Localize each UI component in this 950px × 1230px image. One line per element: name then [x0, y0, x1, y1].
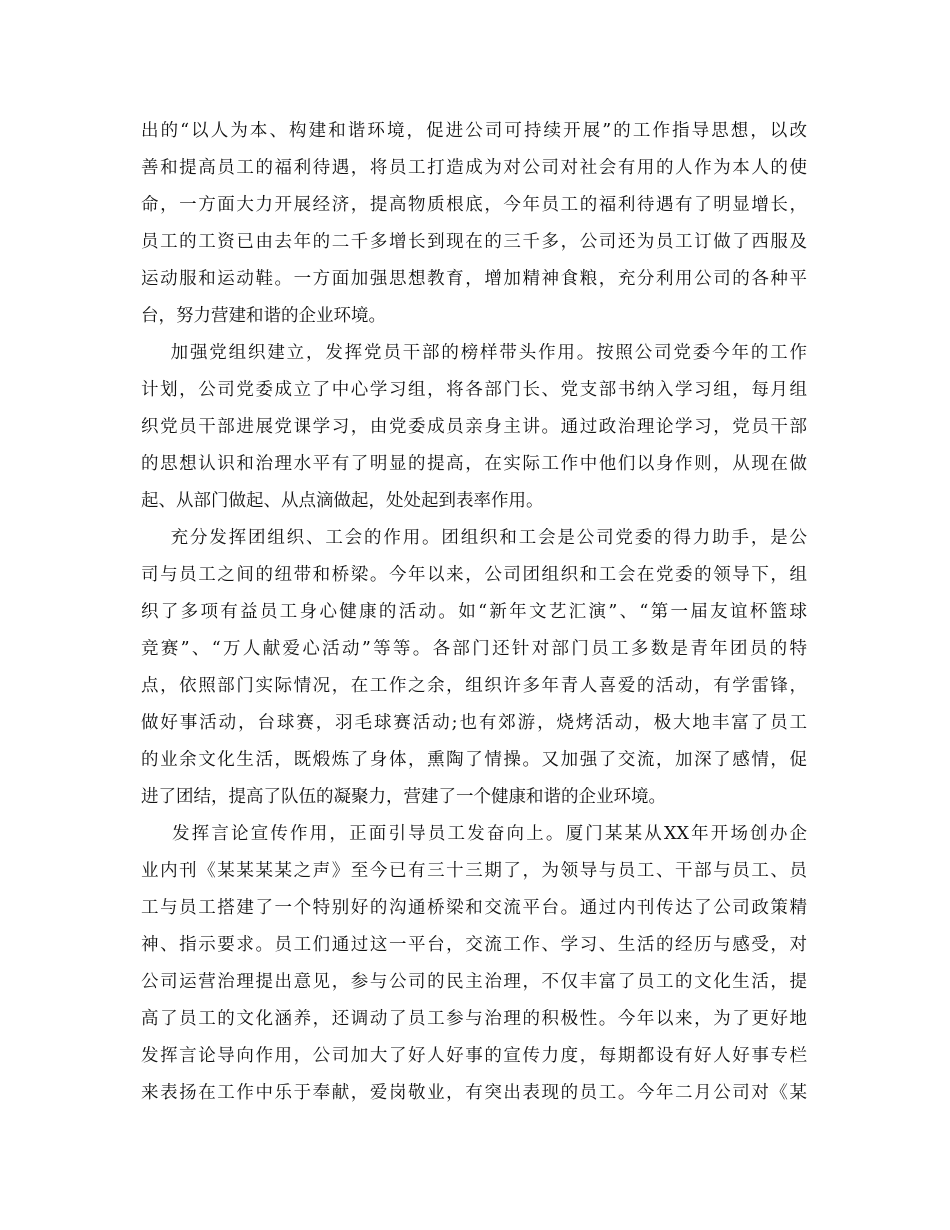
text-line: 公司运营治理提出意见，参与公司的民主治理，不仅丰富了员工的文化生活，提: [141, 972, 807, 992]
document-body: [141, 113, 807, 1112]
text-line: 出的“以人为本、构建和谐环境，促进公司可持续开展”的工作指导思想，以改: [141, 121, 807, 141]
text-line: 司与员工之间的纽带和桥梁。今年以来，公司团组织和工会在党委的领导下，组: [141, 565, 807, 585]
text-line: 做好事活动，台球赛，羽毛球赛活动;也有郊游，烧烤活动，极大地丰富了员工: [141, 713, 807, 733]
text-line: 运动服和运动鞋。一方面加强思想教育，增加精神食粮，充分利用公司的各种平: [141, 269, 807, 289]
text-line: 起、从部门做起、从点滴做起，处处起到表率作用。: [141, 491, 544, 511]
text-line: 命，一方面大力开展经济，提高物质根底，今年员工的福利待遇有了明显增长，: [141, 195, 807, 215]
text-line: 高了员工的文化涵养，还调动了员工参与治理的积极性。今年以来，为了更好地: [141, 1009, 807, 1029]
text-line: 发挥言论导向作用，公司加大了好人好事的宣传力度，每期都设有好人好事专栏: [141, 1046, 807, 1066]
text-line: 充分发挥团组织、工会的作用。团组织和工会是公司党委的得力助手，是公: [141, 528, 807, 548]
text-line: 的思想认识和治理水平有了明显的提高，在实际工作中他们以身作则，从现在做: [141, 454, 807, 474]
text-line: 织了多项有益员工身心健康的活动。如“新年文艺汇演”、“第一届友谊杯篮球: [141, 602, 807, 622]
text-line: 点，依照部门实际情况，在工作之余，组织许多年青人喜爱的活动，有学雷锋，: [141, 676, 807, 696]
text-line: 业内刊《某某某某之声》至今已有三十三期了，为领导与员工、干部与员工、员: [141, 861, 807, 881]
text-line: 来表扬在工作中乐于奉献，爱岗敬业，有突出表现的员工。今年二月公司对《某: [141, 1083, 807, 1103]
text-line: 善和提高员工的福利待遇，将员工打造成为对公司对社会有用的人作为本人的使: [141, 158, 807, 178]
text-line: 织党员干部进展党课学习，由党委成员亲身主讲。通过政治理论学习，党员干部: [141, 417, 807, 437]
text-line: 加强党组织建立，发挥党员干部的榜样带头作用。按照公司党委今年的工作: [141, 343, 807, 363]
text-line: 计划，公司党委成立了中心学习组，将各部门长、党支部书纳入学习组，每月组: [141, 380, 807, 400]
text-line: 员工的工资已由去年的二千多增长到现在的三千多，公司还为员工订做了西服及: [141, 232, 807, 252]
text-line: 神、指示要求。员工们通过这一平台，交流工作、学习、生活的经历与感受，对: [141, 935, 807, 955]
text-line: 发挥言论宣传作用，正面引导员工发奋向上。厦门某某从XX年开场创办企: [141, 824, 807, 844]
text-line: 竞赛”、“万人献爱心活动”等等。各部门还针对部门员工多数是青年团员的特: [141, 639, 807, 659]
text-line: 的业余文化生活，既煅炼了身体，熏陶了情操。又加强了交流，加深了感情，促: [141, 750, 807, 770]
text-line: 台，努力营建和谐的企业环境。: [141, 306, 386, 326]
text-line: 进了团结，提高了队伍的凝聚力，营建了一个健康和谐的企业环境。: [141, 787, 666, 807]
text-line: 工与员工搭建了一个特别好的沟通桥梁和交流平台。通过内刊传达了公司政策精: [141, 898, 807, 918]
